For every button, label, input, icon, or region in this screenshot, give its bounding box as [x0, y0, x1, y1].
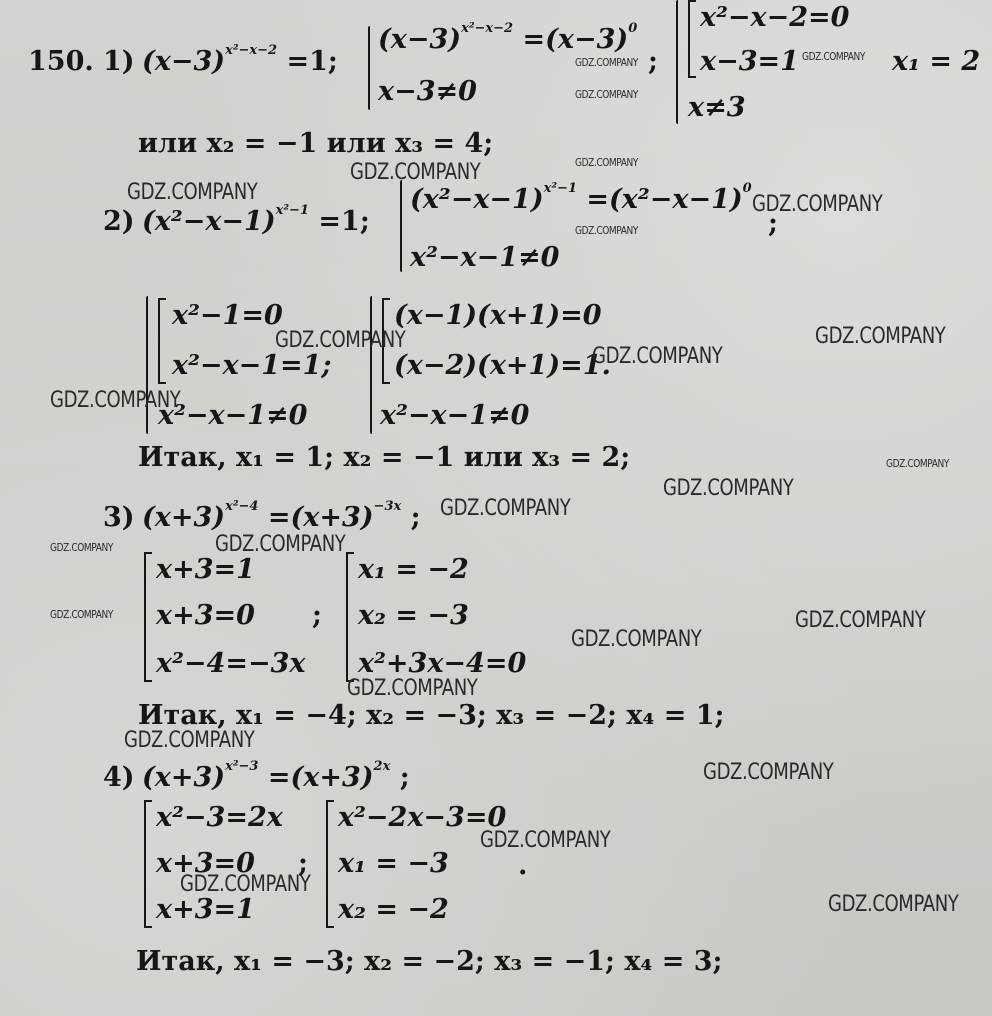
part-1-label: 1) [103, 46, 135, 77]
watermark: GDZ.COMPANY [575, 56, 638, 69]
system-brace [368, 26, 370, 110]
part-4-a-line-1: x²−3=2x [156, 802, 283, 833]
part-3-label: 3) [103, 502, 135, 533]
watermark: GDZ.COMPANY [592, 344, 723, 369]
watermark: GDZ.COMPANY [571, 627, 702, 652]
part-2-b-line-2: (x−2)(x+1)=1. [394, 350, 611, 381]
part-4-b-line-1: x²−2x−3=0 [338, 802, 507, 833]
part-2-a-line-1: x²−1=0 [172, 300, 283, 331]
union-bracket [144, 552, 152, 682]
dot: . [518, 850, 528, 881]
watermark: GDZ.COMPANY [663, 476, 794, 501]
watermark: GDZ.COMPANY [350, 160, 481, 185]
watermark: GDZ.COMPANY [575, 88, 638, 101]
watermark: GDZ.COMPANY [347, 676, 478, 701]
union-bracket [688, 0, 696, 78]
watermark: GDZ.COMPANY [795, 608, 926, 633]
watermark: GDZ.COMPANY [127, 180, 258, 205]
watermark: GDZ.COMPANY [802, 50, 865, 63]
watermark: GDZ.COMPANY [752, 192, 883, 217]
part-1-result-line-1: x²−x−2=0 [700, 2, 850, 33]
part-3-a-line-1: x+3=1 [156, 554, 255, 585]
part-4-a-line-2: x+3=0 [156, 848, 255, 879]
part-1-system-line-1: $(x-3)^{x^2-x-2} =(x-3)^0$ [378, 21, 638, 55]
part-1-equation: $(x-3)^{x^2-x-2} =1$; [142, 43, 338, 77]
problem-number: 150. [28, 46, 94, 77]
part-3-answer: Итак, x₁ = −4; x₂ = −3; x₃ = −2; x₄ = 1; [138, 700, 725, 731]
union-bracket [158, 298, 166, 384]
watermark: GDZ.COMPANY [828, 892, 959, 917]
watermark: GDZ.COMPANY [50, 541, 113, 554]
part-2-label: 2) [103, 206, 135, 237]
watermark: GDZ.COMPANY [886, 457, 949, 470]
part-4-answer: Итак, x₁ = −3; x₂ = −2; x₃ = −1; x₄ = 3; [136, 946, 723, 977]
part-2-b-line-1: (x−1)(x+1)=0 [394, 300, 602, 331]
part-4-a-line-3: x+3=1 [156, 894, 255, 925]
union-bracket [326, 800, 334, 928]
watermark: GDZ.COMPANY [440, 496, 571, 521]
semicolon: ; [312, 600, 322, 631]
part-2-equation: $(x^2-x-1)^{x^2-1} =1$; [142, 203, 370, 237]
watermark: GDZ.COMPANY [180, 872, 311, 897]
union-bracket [346, 552, 354, 682]
semicolon: ; [768, 208, 778, 239]
system-brace [676, 0, 678, 124]
part-4-b-line-2: x₁ = −3 [338, 848, 449, 879]
watermark: GDZ.COMPANY [50, 388, 181, 413]
part-1-answer: или x₂ = −1 или x₃ = 4; [138, 128, 494, 159]
part-3-b-line-1: x₁ = −2 [358, 554, 469, 585]
part-2-a-line-2: x²−x−1=1; [172, 350, 332, 381]
part-1-system-line-2: x−3≠0 [378, 76, 477, 107]
part-1-result-line-2: x−3=1 [700, 46, 799, 77]
part-2-a-line-3: x²−x−1≠0 [158, 400, 308, 431]
part-2-system-line-2: x²−x−1≠0 [410, 242, 560, 273]
union-bracket [144, 800, 152, 928]
watermark: GDZ.COMPANY [275, 328, 406, 353]
part-3-a-line-2: x+3=0 [156, 600, 255, 631]
watermark: GDZ.COMPANY [575, 224, 638, 237]
system-brace [370, 296, 372, 434]
part-3-b-line-3: x²+3x−4=0 [358, 648, 527, 679]
part-4-b-line-3: x₂ = −2 [338, 894, 449, 925]
part-2-answer: Итак, x₁ = 1; x₂ = −1 или x₃ = 2; [138, 442, 631, 473]
part-3-a-line-3: x²−4=−3x [156, 648, 306, 679]
part-4-label: 4) [103, 762, 135, 793]
watermark: GDZ.COMPANY [215, 532, 346, 557]
part-3-b-line-2: x₂ = −3 [358, 600, 469, 631]
part-1-result-line-3: x≠3 [688, 92, 746, 123]
watermark: GDZ.COMPANY [124, 728, 255, 753]
system-brace [146, 296, 148, 434]
watermark: GDZ.COMPANY [480, 828, 611, 853]
part-2-b-line-3: x²−x−1≠0 [380, 400, 530, 431]
watermark: GDZ.COMPANY [703, 760, 834, 785]
part-4-equation: $(x+3)^{x^2-3} =(x+3)^{2x}$ ; [142, 759, 410, 793]
watermark: GDZ.COMPANY [50, 608, 113, 621]
semicolon: ; [648, 46, 658, 77]
watermark: GDZ.COMPANY [575, 156, 638, 169]
semicolon: ; [298, 848, 308, 879]
watermark: GDZ.COMPANY [815, 324, 946, 349]
part-3-equation: $(x+3)^{x^2-4} =(x+3)^{-3x}$ ; [142, 499, 421, 533]
system-brace [400, 180, 402, 272]
part-2-system-line-1: $(x^2-x-1)^{x^2-1} =(x^2-x-1)^0$ [410, 181, 752, 215]
part-1-solution: x₁ = 2 [892, 46, 981, 77]
